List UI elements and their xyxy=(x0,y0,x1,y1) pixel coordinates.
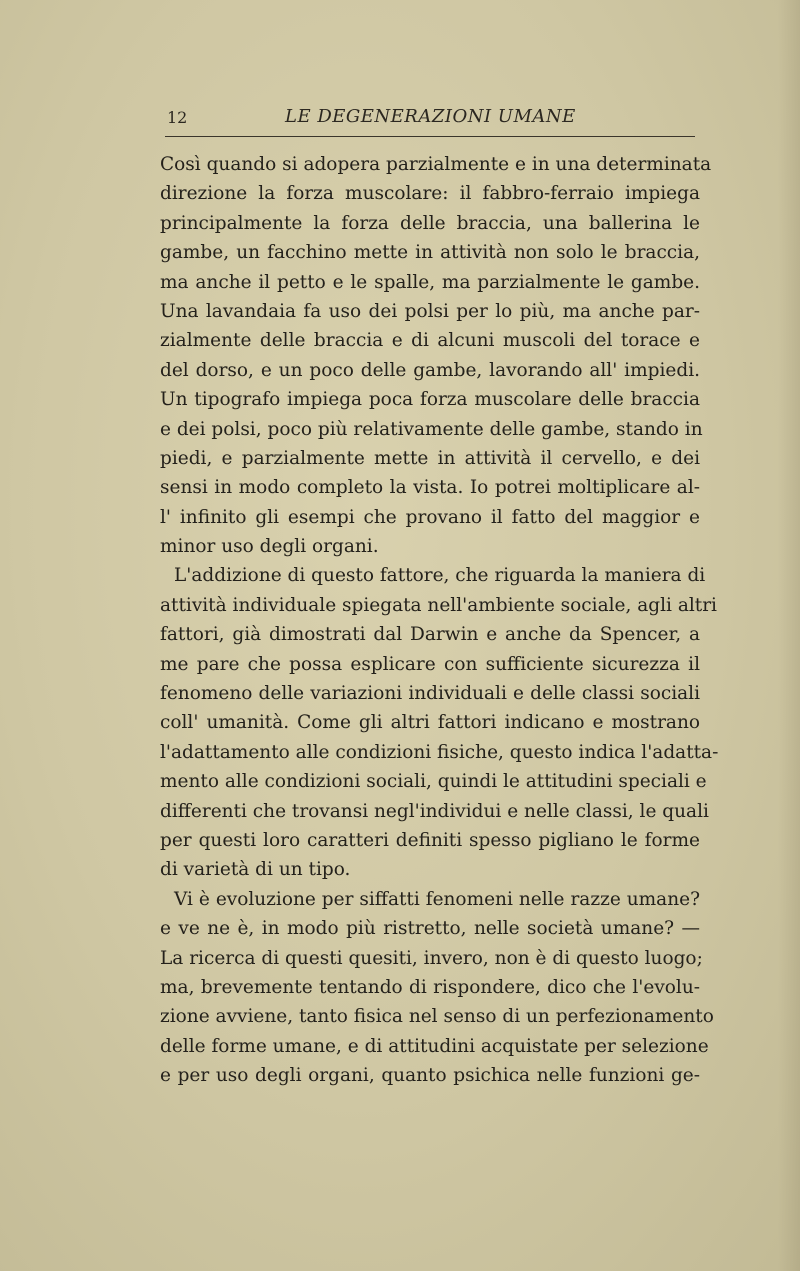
text-line: del dorso, e un poco delle gambe, lavorando all' impiedi. xyxy=(160,359,700,381)
text-line: ma anche il petto e le spalle, ma parzialmente le gambe. xyxy=(160,271,700,293)
text-line: L'addizione di questo fattore, che riguarda la maniera di xyxy=(174,565,706,587)
text-line: Vi è evoluzione per siffatti fenomeni nelle razze umane? xyxy=(174,888,700,910)
text-line: gambe, un facchino mette in attività non solo le braccia, xyxy=(160,242,700,264)
text-line: minor uso degli organi. xyxy=(160,536,379,558)
text-line: delle forme umane, e di attitudini acquistate per selezione xyxy=(160,1035,709,1057)
text-line: e per uso degli organi, quanto psichica nelle funzioni ge- xyxy=(160,1065,700,1087)
text-line: direzione la forza muscolare: il fabbro-ferraio impiega xyxy=(160,183,700,205)
text-line: di varietà di un tipo. xyxy=(160,859,351,881)
page-number: 12 xyxy=(167,108,188,127)
text-line: principalmente la forza delle braccia, una ballerina le xyxy=(160,212,700,234)
text-line: e ve ne è, in modo più ristretto, nelle società umane? — xyxy=(160,918,700,940)
text-line: Una lavandaia fa uso dei polsi per lo più, ma anche par- xyxy=(160,300,700,322)
text-line: differenti che trovansi negl'individui e nelle classi, le quali xyxy=(160,800,709,822)
text-line: attività individuale spiegata nell'ambiente sociale, agli altri xyxy=(160,594,717,616)
text-line: l' infinito gli esempi che provano il fatto del maggior e xyxy=(160,506,700,528)
text-line: Un tipografo impiega poca forza muscolare delle braccia xyxy=(160,389,700,411)
text-line: e dei polsi, poco più relativamente delle gambe, stando in xyxy=(160,418,703,440)
text-line: per questi loro caratteri definiti spesso pigliano le forme xyxy=(160,829,700,851)
text-line: me pare che possa esplicare con sufficiente sicurezza il xyxy=(160,653,700,675)
text-line: l'adattamento alle condizioni fisiche, questo indica l'adatta- xyxy=(160,741,719,763)
text-line: mento alle condizioni sociali, quindi le attitudini speciali e xyxy=(160,771,707,793)
text-line: ma, brevemente tentando di rispondere, dico che l'evolu- xyxy=(160,976,700,998)
text-line: zione avviene, tanto fisica nel senso di un perfezionamento xyxy=(160,1006,714,1028)
text-line: zialmente delle braccia e di alcuni muscoli del torace e xyxy=(160,330,700,352)
header-rule xyxy=(165,136,695,137)
body-text xyxy=(160,150,719,1091)
text-line: piedi, e parzialmente mette in attività il cervello, e dei xyxy=(160,447,700,469)
text-line: fattori, già dimostrati dal Darwin e anche da Spencer, a xyxy=(160,624,700,646)
running-title: LE DEGENERAZIONI UMANE xyxy=(285,106,576,127)
text-line: sensi in modo completo la vista. Io potrei moltiplicare al- xyxy=(160,477,700,499)
running-head xyxy=(165,106,695,134)
text-line: Così quando si adopera parzialmente e in una determinata xyxy=(160,154,712,175)
text-line: fenomeno delle variazioni individuali e delle classi sociali xyxy=(160,683,700,705)
text-line: coll' umanità. Come gli altri fattori indicano e mostrano xyxy=(160,712,700,734)
text-line: La ricerca di questi quesiti, invero, non è di questo luogo; xyxy=(160,947,703,969)
